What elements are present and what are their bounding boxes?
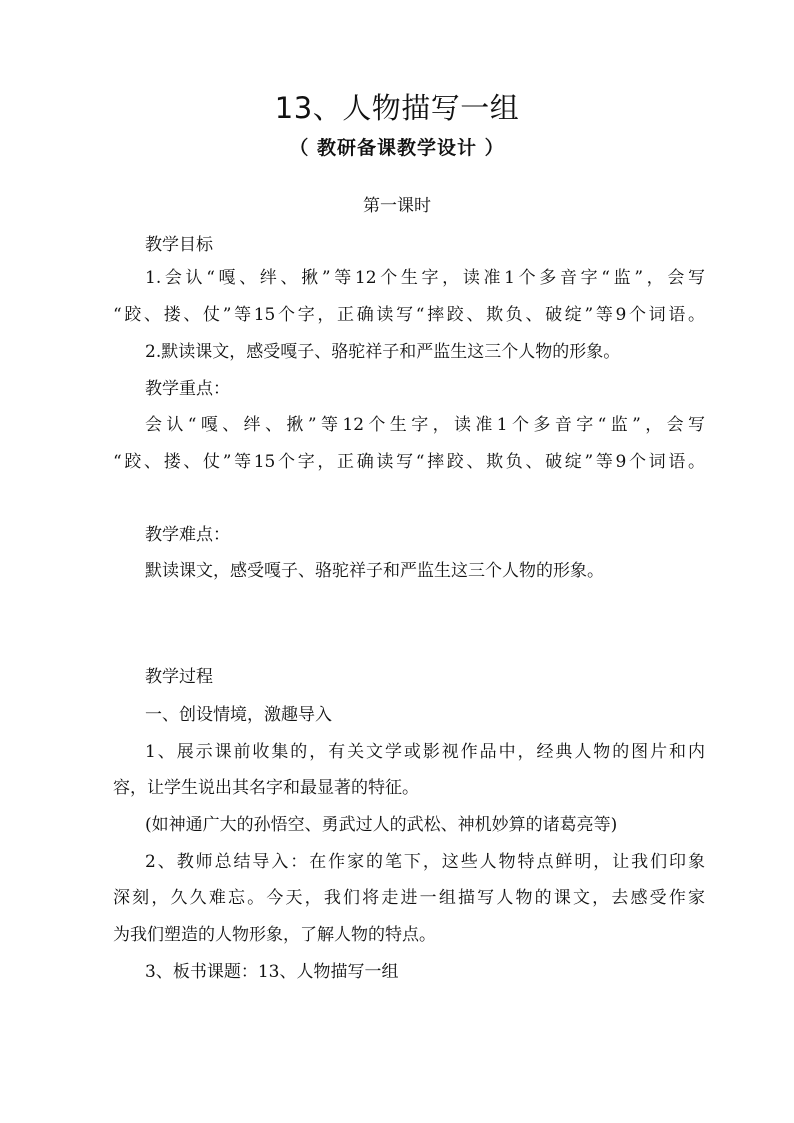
document-title: 13、人物描写一组 <box>274 91 520 125</box>
goals-heading: 教学目标 <box>145 235 213 255</box>
difficulty-heading: 教学难点： <box>145 525 230 545</box>
step-1-line-1: 1、展示课前收集的，有关文学或影视作品中，经典人物的图片和内 <box>145 742 705 762</box>
key-points-heading: 教学重点： <box>145 379 230 399</box>
process-heading: 教学过程 <box>145 667 213 687</box>
step-1-line-2: 容，让学生说出其名字和最显著的特征。 <box>113 778 419 798</box>
key-points-line-2: “跤、搂、仗”等15个字，正确读写“摔跤、欺负、破绽”等9个词语。 <box>113 452 705 472</box>
step-2-line-2: 深刻，久久难忘。今天，我们将走进一组描写人物的课文，去感受作家 <box>113 888 705 908</box>
goal-1-line-2: “跤、搂、仗”等15个字，正确读写“摔跤、欺负、破绽”等9个词语。 <box>113 305 705 325</box>
goal-2: 2.默读课文，感受嘎子、骆驼祥子和严监生这三个人物的形象。 <box>145 342 621 362</box>
step-2-line-1: 2、教师总结导入：在作家的笔下，这些人物特点鲜明，让我们印象 <box>145 852 705 872</box>
lesson-label: 第一课时 <box>363 196 431 216</box>
step-3: 3、板书课题：13、人物描写一组 <box>145 962 399 982</box>
step-2-line-3: 为我们塑造的人物形象，了解人物的特点。 <box>113 925 436 945</box>
document-subtitle: （ 教研备课教学设计 ） <box>289 137 505 159</box>
key-points-line-1: 会认“嘎、绊、揪”等12个生字，读准1个多音字“监”，会写 <box>145 415 705 435</box>
goal-1-line-1: 1.会认“嘎、绊、揪”等12个生字，读准1个多音字“监”，会写 <box>145 268 705 288</box>
section-1-heading: 一、创设情境，激趣导入 <box>145 705 332 725</box>
difficulty-text: 默读课文，感受嘎子、骆驼祥子和严监生这三个人物的形象。 <box>145 561 604 581</box>
step-1-example: (如神通广大的孙悟空、勇武过人的武松、神机妙算的诸葛亮等) <box>145 815 618 835</box>
